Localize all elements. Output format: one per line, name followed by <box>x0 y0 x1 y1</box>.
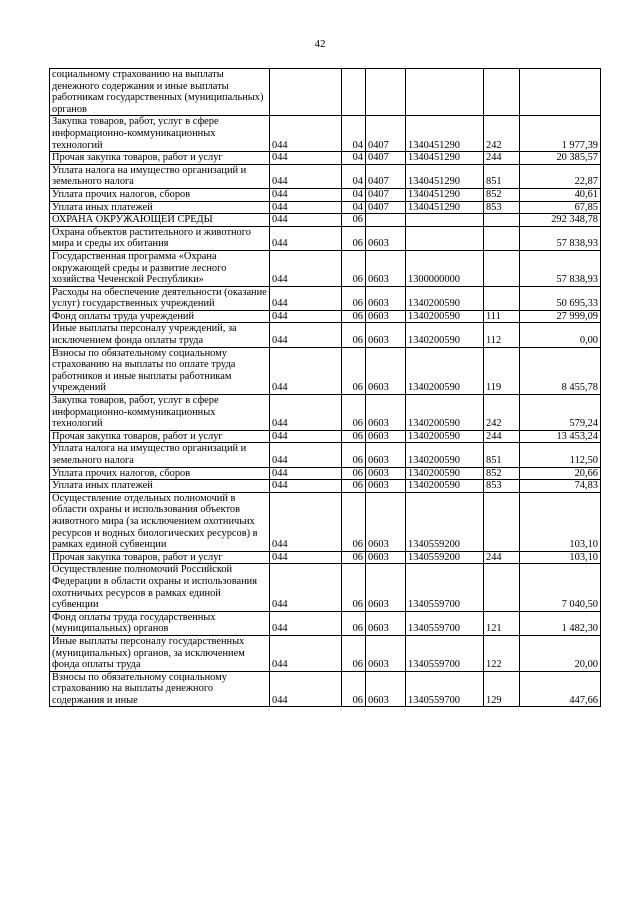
expense-name-cell: Уплата прочих налогов, сборов <box>50 467 270 480</box>
subsection-code-cell: 0603 <box>366 671 406 707</box>
expense-type-cell <box>484 492 520 551</box>
table-row <box>50 152 601 165</box>
target-article-cell: 1340559700 <box>406 611 484 635</box>
expense-name-cell: Прочая закупка товаров, работ и услуг <box>50 430 270 443</box>
subsection-code-cell: 0407 <box>366 152 406 165</box>
subsection-code-cell: 0603 <box>366 226 406 250</box>
subsection-code-cell: 0603 <box>366 480 406 493</box>
subsection-code-cell: 0603 <box>366 286 406 310</box>
subsection-code-cell: 0603 <box>366 551 406 564</box>
expense-type-cell: 852 <box>484 467 520 480</box>
table-row <box>50 395 601 431</box>
grbs-code-cell: 044 <box>270 467 342 480</box>
grbs-code-cell: 044 <box>270 551 342 564</box>
target-article-cell: 1340200590 <box>406 443 484 467</box>
subsection-code-cell: 0603 <box>366 635 406 671</box>
target-article-cell <box>406 214 484 227</box>
expense-type-cell: 852 <box>484 188 520 201</box>
subsection-code-cell: 0407 <box>366 201 406 214</box>
grbs-code-cell: 044 <box>270 323 342 347</box>
expense-type-cell <box>484 286 520 310</box>
amount-cell: 447,66 <box>520 671 601 707</box>
target-article-cell: 1340451290 <box>406 188 484 201</box>
grbs-code-cell: 044 <box>270 635 342 671</box>
section-code-cell: 04 <box>342 164 366 188</box>
amount-cell: 22,87 <box>520 164 601 188</box>
table-row <box>50 480 601 493</box>
table-row <box>50 430 601 443</box>
expense-type-cell <box>484 214 520 227</box>
target-article-cell: 1340559700 <box>406 635 484 671</box>
target-article-cell: 1340200590 <box>406 286 484 310</box>
grbs-code-cell: 044 <box>270 443 342 467</box>
expense-type-cell: 122 <box>484 635 520 671</box>
expense-name-cell: Уплата иных платежей <box>50 201 270 214</box>
table-row <box>50 635 601 671</box>
expense-type-cell: 112 <box>484 323 520 347</box>
expense-type-cell: 853 <box>484 201 520 214</box>
section-code-cell: 06 <box>342 635 366 671</box>
section-code-cell: 06 <box>342 250 366 286</box>
grbs-code-cell: 044 <box>270 201 342 214</box>
section-code-cell: 04 <box>342 116 366 152</box>
target-article-cell: 1340559200 <box>406 492 484 551</box>
table-row <box>50 443 601 467</box>
amount-cell: 7 040,50 <box>520 564 601 611</box>
subsection-code-cell: 0603 <box>366 467 406 480</box>
table-row <box>50 226 601 250</box>
grbs-code-cell: 044 <box>270 214 342 227</box>
subsection-code-cell <box>366 214 406 227</box>
target-article-cell: 1340200590 <box>406 395 484 431</box>
expense-type-cell: 129 <box>484 671 520 707</box>
section-code-cell: 06 <box>342 310 366 323</box>
grbs-code-cell: 044 <box>270 116 342 152</box>
subsection-code-cell: 0603 <box>366 492 406 551</box>
section-code-cell: 06 <box>342 286 366 310</box>
section-code-cell: 06 <box>342 430 366 443</box>
subsection-code-cell: 0407 <box>366 188 406 201</box>
expense-type-cell: 119 <box>484 347 520 394</box>
target-article-cell: 1340200590 <box>406 467 484 480</box>
expense-type-cell: 244 <box>484 551 520 564</box>
table-row <box>50 164 601 188</box>
amount-cell: 0,00 <box>520 323 601 347</box>
expense-name-cell: Закупка товаров, работ, услуг в сфере информационно-коммуникационных технологий <box>50 395 270 431</box>
amount-cell: 20 385,57 <box>520 152 601 165</box>
target-article-cell: 1340559700 <box>406 671 484 707</box>
target-article-cell: 1340200590 <box>406 323 484 347</box>
table-row <box>50 611 601 635</box>
expense-name-cell: Взносы по обязательному социальному страхованию на выплаты денежного содержания и иные <box>50 671 270 707</box>
expense-name-cell: Расходы на обеспечение деятельности (оказание услуг) государственных учреждений <box>50 286 270 310</box>
section-code-cell: 06 <box>342 347 366 394</box>
amount-cell: 292 348,78 <box>520 214 601 227</box>
expense-name-cell: Осуществление полномочий Российской Федерации в области охраны и использования охотничьих ресурсов в рамках единой субвенции <box>50 564 270 611</box>
subsection-code-cell: 0407 <box>366 116 406 152</box>
table-body <box>50 69 601 707</box>
grbs-code-cell: 044 <box>270 347 342 394</box>
table-row <box>50 188 601 201</box>
table-row <box>50 467 601 480</box>
expense-name-cell: Закупка товаров, работ, услуг в сфере информационно-коммуникационных технологий <box>50 116 270 152</box>
table-row <box>50 492 601 551</box>
expense-type-cell <box>484 226 520 250</box>
expense-name-cell: Уплата налога на имущество организаций и земельного налога <box>50 164 270 188</box>
table-row <box>50 310 601 323</box>
expense-name-cell: Фонд оплаты труда государственных (муниципальных) органов <box>50 611 270 635</box>
amount-cell: 1 482,30 <box>520 611 601 635</box>
expense-type-cell: 244 <box>484 430 520 443</box>
table-row <box>50 69 601 116</box>
grbs-code-cell: 044 <box>270 164 342 188</box>
subsection-code-cell: 0603 <box>366 347 406 394</box>
expense-name-cell: Уплата налога на имущество организаций и земельного налога <box>50 443 270 467</box>
table-row <box>50 250 601 286</box>
target-article-cell: 1340559700 <box>406 564 484 611</box>
subsection-code-cell: 0603 <box>366 323 406 347</box>
expense-type-cell <box>484 564 520 611</box>
expense-type-cell: 851 <box>484 164 520 188</box>
subsection-code-cell: 0603 <box>366 395 406 431</box>
expense-name-cell: социальному страхованию на выплаты денежного содержания и иные выплаты работникам государственных (муниципальных) органов <box>50 69 270 116</box>
subsection-code-cell: 0603 <box>366 250 406 286</box>
section-code-cell: 06 <box>342 611 366 635</box>
expense-type-cell: 121 <box>484 611 520 635</box>
amount-cell: 1 977,39 <box>520 116 601 152</box>
section-code-cell: 06 <box>342 395 366 431</box>
amount-cell: 579,24 <box>520 395 601 431</box>
expense-name-cell: Прочая закупка товаров, работ и услуг <box>50 152 270 165</box>
table-row <box>50 286 601 310</box>
expense-name-cell: Прочая закупка товаров, работ и услуг <box>50 551 270 564</box>
expense-name-cell: Взносы по обязательному социальному страхованию на выплаты по оплате труда работников и иные выплаты работникам учреждений <box>50 347 270 394</box>
amount-cell: 20,66 <box>520 467 601 480</box>
grbs-code-cell: 044 <box>270 188 342 201</box>
table-row <box>50 201 601 214</box>
target-article-cell: 1340451290 <box>406 152 484 165</box>
amount-cell: 103,10 <box>520 551 601 564</box>
grbs-code-cell <box>270 69 342 116</box>
expense-type-cell: 242 <box>484 395 520 431</box>
table-row <box>50 564 601 611</box>
table-row <box>50 347 601 394</box>
amount-cell: 57 838,93 <box>520 250 601 286</box>
expense-type-cell <box>484 250 520 286</box>
section-code-cell: 06 <box>342 492 366 551</box>
subsection-code-cell: 0603 <box>366 310 406 323</box>
section-code-cell: 04 <box>342 201 366 214</box>
amount-cell: 40,61 <box>520 188 601 201</box>
budget-table <box>49 68 601 707</box>
target-article-cell: 1340200590 <box>406 347 484 394</box>
target-article-cell: 1300000000 <box>406 250 484 286</box>
grbs-code-cell: 044 <box>270 286 342 310</box>
amount-cell: 50 695,33 <box>520 286 601 310</box>
target-article-cell: 1340200590 <box>406 480 484 493</box>
expense-type-cell: 242 <box>484 116 520 152</box>
section-code-cell: 06 <box>342 467 366 480</box>
subsection-code-cell: 0603 <box>366 430 406 443</box>
grbs-code-cell: 044 <box>270 226 342 250</box>
section-code-cell: 04 <box>342 152 366 165</box>
page-number: 42 <box>314 38 326 50</box>
grbs-code-cell: 044 <box>270 430 342 443</box>
grbs-code-cell: 044 <box>270 310 342 323</box>
grbs-code-cell: 044 <box>270 611 342 635</box>
grbs-code-cell: 044 <box>270 564 342 611</box>
target-article-cell: 1340559200 <box>406 551 484 564</box>
subsection-code-cell: 0603 <box>366 611 406 635</box>
grbs-code-cell: 044 <box>270 250 342 286</box>
expense-name-cell: Осуществление отдельных полномочий в области охраны и использования объектов животного мира (за исключением охотничьих ресурсов и водных биологических ресурсов) в рамках единой субвенции <box>50 492 270 551</box>
table-row <box>50 214 601 227</box>
subsection-code-cell: 0407 <box>366 164 406 188</box>
subsection-code-cell: 0603 <box>366 564 406 611</box>
target-article-cell: 1340200590 <box>406 430 484 443</box>
grbs-code-cell: 044 <box>270 395 342 431</box>
expense-name-cell: Государственная программа «Охрана окружающей среды и развитие лесного хозяйства Чеченской Республики» <box>50 250 270 286</box>
amount-cell: 20,00 <box>520 635 601 671</box>
section-code-cell <box>342 69 366 116</box>
subsection-code-cell: 0603 <box>366 443 406 467</box>
section-code-cell: 06 <box>342 443 366 467</box>
amount-cell: 74,83 <box>520 480 601 493</box>
grbs-code-cell: 044 <box>270 152 342 165</box>
amount-cell: 67,85 <box>520 201 601 214</box>
section-code-cell: 06 <box>342 214 366 227</box>
amount-cell: 27 999,09 <box>520 310 601 323</box>
section-code-cell: 06 <box>342 226 366 250</box>
section-code-cell: 06 <box>342 323 366 347</box>
table-row <box>50 323 601 347</box>
amount-cell: 57 838,93 <box>520 226 601 250</box>
target-article-cell <box>406 69 484 116</box>
expense-name-cell: Иные выплаты персоналу государственных (муниципальных) органов, за исключением фонда оплаты труда <box>50 635 270 671</box>
expense-name-cell: Фонд оплаты труда учреждений <box>50 310 270 323</box>
target-article-cell: 1340451290 <box>406 201 484 214</box>
expense-type-cell: 111 <box>484 310 520 323</box>
target-article-cell <box>406 226 484 250</box>
amount-cell: 8 455,78 <box>520 347 601 394</box>
amount-cell: 13 453,24 <box>520 430 601 443</box>
section-code-cell: 06 <box>342 551 366 564</box>
target-article-cell: 1340200590 <box>406 310 484 323</box>
expense-type-cell <box>484 69 520 116</box>
expense-type-cell: 853 <box>484 480 520 493</box>
expense-type-cell: 244 <box>484 152 520 165</box>
table-row <box>50 116 601 152</box>
amount-cell: 103,10 <box>520 492 601 551</box>
subsection-code-cell <box>366 69 406 116</box>
grbs-code-cell: 044 <box>270 480 342 493</box>
table-row <box>50 671 601 707</box>
section-code-cell: 06 <box>342 671 366 707</box>
section-code-cell: 04 <box>342 188 366 201</box>
expense-name-cell: Охрана объектов растительного и животного мира и среды их обитания <box>50 226 270 250</box>
expense-name-cell: Уплата иных платежей <box>50 480 270 493</box>
expense-name-cell: ОХРАНА ОКРУЖАЮЩЕЙ СРЕДЫ <box>50 214 270 227</box>
table-row <box>50 551 601 564</box>
expense-name-cell: Иные выплаты персоналу учреждений, за исключением фонда оплаты труда <box>50 323 270 347</box>
amount-cell <box>520 69 601 116</box>
grbs-code-cell: 044 <box>270 492 342 551</box>
section-code-cell: 06 <box>342 480 366 493</box>
grbs-code-cell: 044 <box>270 671 342 707</box>
section-code-cell: 06 <box>342 564 366 611</box>
expense-type-cell: 851 <box>484 443 520 467</box>
target-article-cell: 1340451290 <box>406 116 484 152</box>
amount-cell: 112,50 <box>520 443 601 467</box>
expense-name-cell: Уплата прочих налогов, сборов <box>50 188 270 201</box>
target-article-cell: 1340451290 <box>406 164 484 188</box>
